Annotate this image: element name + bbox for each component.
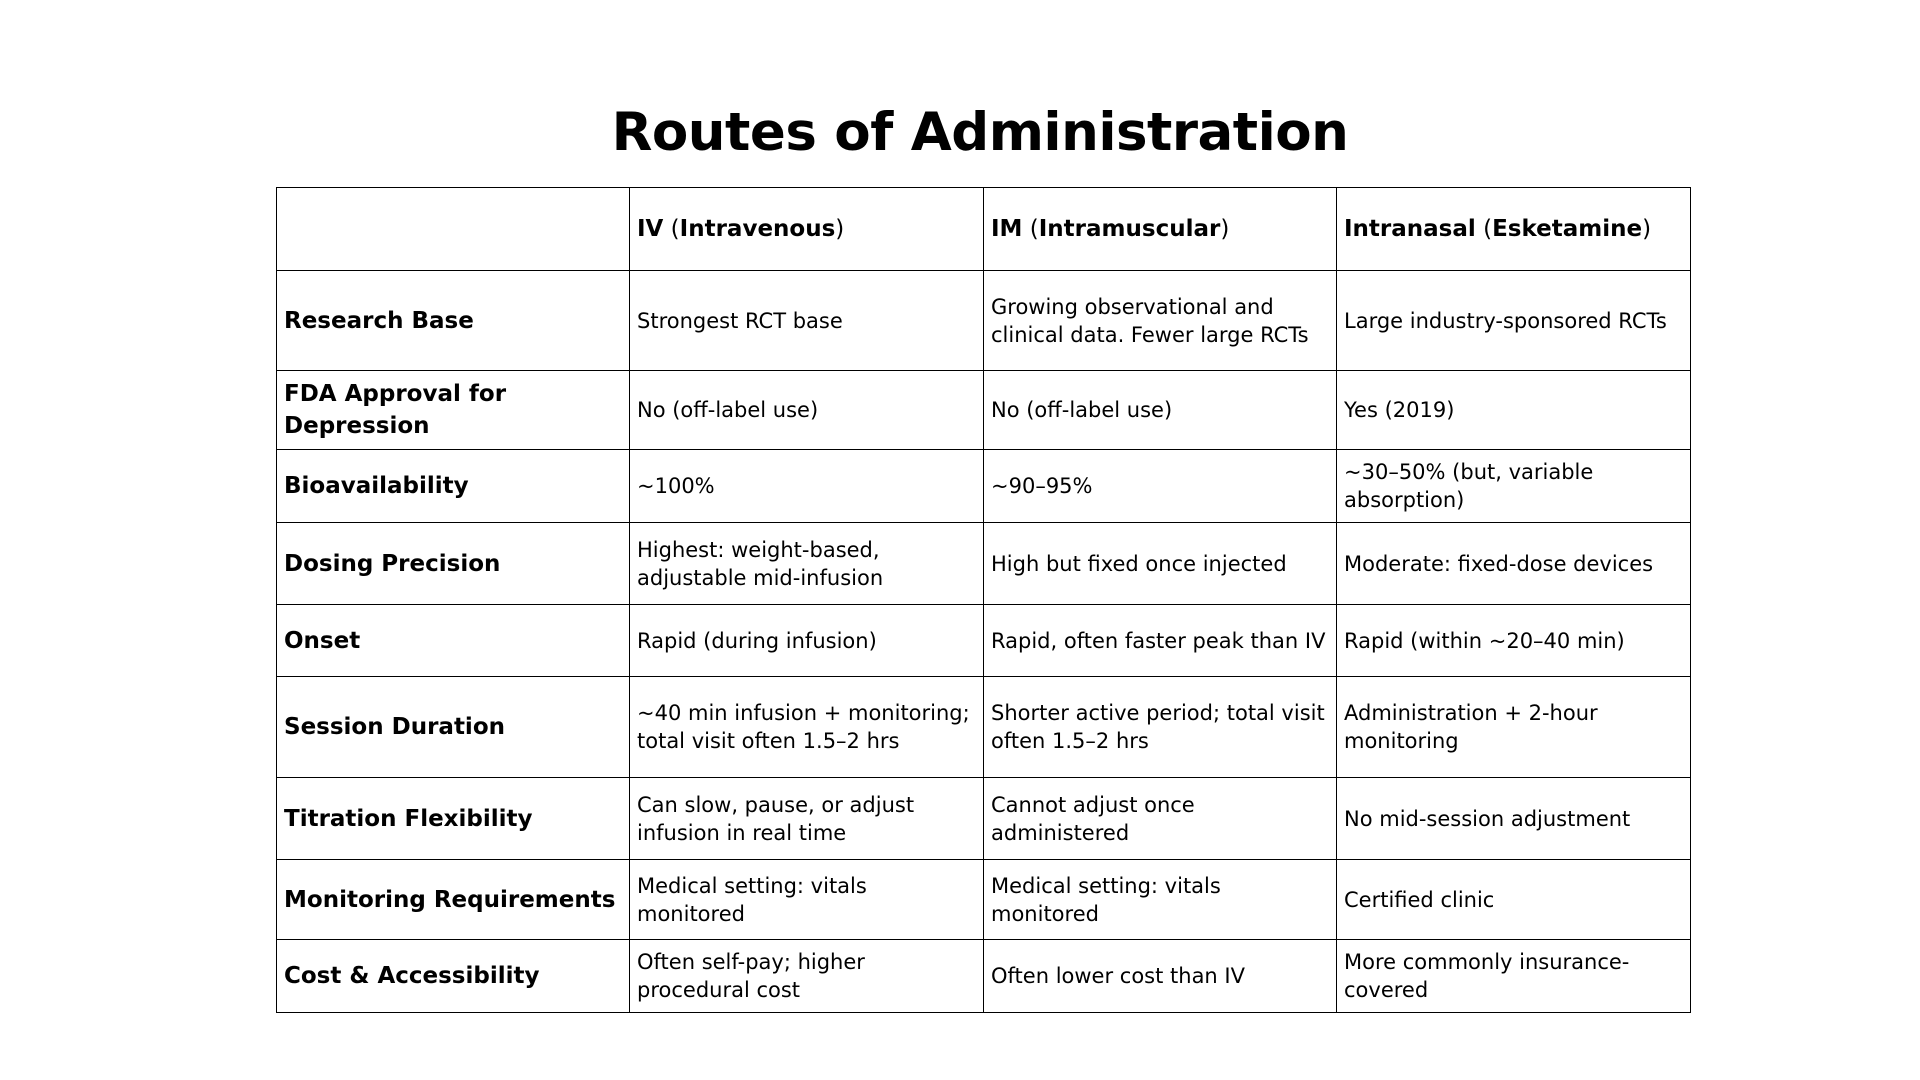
table-cell-im: Cannot adjust once administered xyxy=(984,778,1337,860)
table-cell-im: Growing observational and clinical data. Fewer large RCTs xyxy=(984,271,1337,371)
table-cell-im: Medical setting: vitals monitored xyxy=(984,860,1337,940)
table-cell-im: Often lower cost than IV xyxy=(984,940,1337,1013)
table-row-dosing-precision xyxy=(277,523,1691,605)
table-cell-iv: Often self-pay; higher procedural cost xyxy=(630,940,984,1013)
row-header: Bioavailability xyxy=(277,450,630,523)
column-header-im-open: ( xyxy=(1022,216,1039,242)
table-header-row xyxy=(277,188,1691,271)
page-title: Routes of Administration xyxy=(611,102,1349,163)
table-cell-iv: Medical setting: vitals monitored xyxy=(630,860,984,940)
table-cell-iv: Strongest RCT base xyxy=(630,271,984,371)
table-cell-intranasal: No mid-session adjustment xyxy=(1337,778,1691,860)
comparison-table xyxy=(276,187,1691,1013)
table-cell-im: Rapid, often faster peak than IV xyxy=(984,605,1337,677)
table-row-titration-flexibility xyxy=(277,778,1691,860)
row-header: Onset xyxy=(277,605,630,677)
row-header: Titration Flexibility xyxy=(277,778,630,860)
table-cell-intranasal: Yes (2019) xyxy=(1337,371,1691,450)
row-header: FDA Approval for Depression xyxy=(277,371,630,450)
row-header: Research Base xyxy=(277,271,630,371)
column-header-iv-name: IV xyxy=(637,216,664,242)
table-cell-intranasal: Administration + 2-hour monitoring xyxy=(1337,677,1691,778)
table-cell-im: Shorter active period; total visit often 1.5–2 hrs xyxy=(984,677,1337,778)
table-row-session-duration xyxy=(277,677,1691,778)
table-row-onset xyxy=(277,605,1691,677)
column-header-im xyxy=(984,188,1337,271)
table-cell-intranasal: ~30–50% (but, variable absorption) xyxy=(1337,450,1691,523)
table-cell-iv: ~40 min infusion + monitoring; total visit often 1.5–2 hrs xyxy=(630,677,984,778)
row-header: Session Duration xyxy=(277,677,630,778)
table-cell-iv: Highest: weight-based, adjustable mid-infusion xyxy=(630,523,984,605)
table-cell-intranasal: More commonly insurance-covered xyxy=(1337,940,1691,1013)
column-header-im-sub: Intramuscular xyxy=(1038,216,1221,242)
column-header-iv-sub: Intravenous xyxy=(679,216,836,242)
table-row-research-base xyxy=(277,271,1691,371)
column-header-iv-open: ( xyxy=(663,216,680,242)
column-header-intranasal-name: Intranasal xyxy=(1344,216,1476,242)
table-cell-iv: ~100% xyxy=(630,450,984,523)
table-cell-intranasal: Rapid (within ~20–40 min) xyxy=(1337,605,1691,677)
table-cell-im: No (off-label use) xyxy=(984,371,1337,450)
table-cell-im: High but fixed once injected xyxy=(984,523,1337,605)
row-header: Dosing Precision xyxy=(277,523,630,605)
table-row-monitoring-requirements xyxy=(277,860,1691,940)
table-row-bioavailability xyxy=(277,450,1691,523)
column-header-intranasal-close: ) xyxy=(1642,216,1652,242)
table-row-cost-accessibility xyxy=(277,940,1691,1013)
corner-cell xyxy=(277,188,630,271)
column-header-iv-close: ) xyxy=(835,216,845,242)
table-cell-intranasal: Certified clinic xyxy=(1337,860,1691,940)
table-cell-intranasal: Large industry-sponsored RCTs xyxy=(1337,271,1691,371)
table-row-fda-approval xyxy=(277,371,1691,450)
table-cell-im: ~90–95% xyxy=(984,450,1337,523)
row-header: Cost & Accessibility xyxy=(277,940,630,1013)
table-cell-iv: No (off-label use) xyxy=(630,371,984,450)
column-header-intranasal-sub: Esketamine xyxy=(1492,216,1643,242)
table-cell-iv: Rapid (during infusion) xyxy=(630,605,984,677)
table-cell-iv: Can slow, pause, or adjust infusion in real time xyxy=(630,778,984,860)
row-header: Monitoring Requirements xyxy=(277,860,630,940)
table-cell-intranasal: Moderate: fixed-dose devices xyxy=(1337,523,1691,605)
column-header-intranasal xyxy=(1337,188,1691,271)
column-header-im-name: IM xyxy=(991,216,1023,242)
column-header-im-close: ) xyxy=(1220,216,1230,242)
column-header-intranasal-open: ( xyxy=(1475,216,1493,242)
column-header-iv xyxy=(630,188,984,271)
